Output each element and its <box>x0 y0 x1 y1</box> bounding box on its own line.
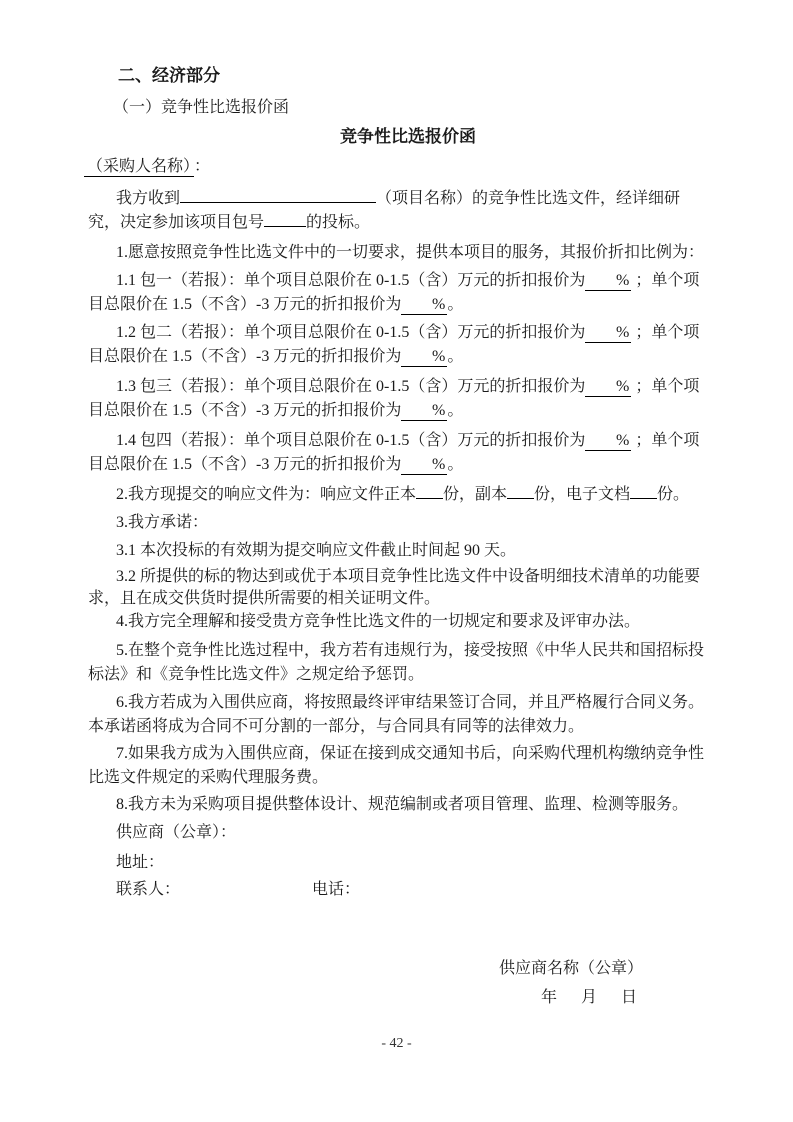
text-segment: 。 <box>447 456 464 473</box>
addressee-underline: （采购人名称） <box>84 158 194 177</box>
supplier-contact-line <box>88 878 728 902</box>
document-body <box>88 66 728 1010</box>
text-segment: ；单个项 <box>631 324 700 341</box>
clause-no-conflict: 8.我方未为采购项目提供整体设计、规范编制或者项目管理、监理、检测等服务。 <box>116 796 689 813</box>
section-heading: 二、经济部分 <box>118 66 220 85</box>
text-segment: 目总限价在 1.5（不含）-3 万元的折扣报价为 <box>88 348 402 365</box>
text-segment: 目总限价在 1.5（不含）-3 万元的折扣报价为 <box>88 296 402 313</box>
supplier-seal-line: 供应商（公章）： <box>116 824 237 841</box>
blank-discount-rate-low: % <box>585 431 631 451</box>
text-segment: 份。 <box>657 486 690 503</box>
signature-date-line <box>88 986 728 1010</box>
clause-goods-quality: 3.2 所提供的标的物达到或优于本项目竞争性比选文件中设备明细技术清单的功能要 求，且在成交供货时提供所需要的相关证明文件。 <box>88 568 701 607</box>
blank-discount-rate-low: % <box>585 271 631 291</box>
clause-acceptance: 4.我方完全理解和接受贵方竞争性比选文件的一切规定和要求及评审办法。 <box>116 613 641 630</box>
blank-discount-rate-low: % <box>585 377 631 397</box>
blank-package-number <box>264 226 306 227</box>
text-segment: 1.1 包一（若报）：单个项目总限价在 0-1.5（含）万元的折扣报价为 <box>116 272 586 289</box>
text-segment: 究，决定参加该项目包号 <box>88 214 265 231</box>
text-segment: ；单个项 <box>631 432 700 449</box>
text-segment: 1.2 包二（若报）：单个项目总限价在 0-1.5（含）万元的折扣报价为 <box>116 324 586 341</box>
text-segment: 目总限价在 1.5（不含）-3 万元的折扣报价为 <box>88 402 402 419</box>
text-segment: 目总限价在 1.5（不含）-3 万元的折扣报价为 <box>88 456 402 473</box>
blank-discount-rate-high: % <box>401 347 447 367</box>
phone-label: 电话： <box>312 881 361 898</box>
day-label: 日 <box>620 989 637 1006</box>
text-segment: 1.4 包四（若报）：单个项目总限价在 0-1.5（含）万元的折扣报价为 <box>116 432 586 449</box>
blank-electronic-count <box>630 498 657 499</box>
page-number: - 42 - <box>381 1036 412 1051</box>
text-segment: 份，电子文档 <box>534 486 631 503</box>
year-label: 年 <box>540 989 557 1006</box>
clause-violation: 5.在整个竞争性比选过程中，我方若有违规行为，接受按照《中华人民共和国招标投 标法》和《竞争性比选文件》之规定给予惩罚。 <box>88 642 705 683</box>
text-segment: 。 <box>447 296 464 313</box>
clause-package-3 <box>88 375 728 423</box>
text-segment: 2.我方现提交的响应文件为：响应文件正本 <box>116 486 417 503</box>
intro-paragraph <box>88 187 728 235</box>
clause-package-2 <box>88 321 728 369</box>
clause-package-1 <box>88 269 728 317</box>
text-segment: 。 <box>447 348 464 365</box>
text-segment: ；单个项 <box>631 378 700 395</box>
clause-documents <box>88 483 728 507</box>
text-segment: 1.3 包三（若报）：单个项目总限价在 0-1.5（含）万元的折扣报价为 <box>116 378 586 395</box>
clause-agency-fee: 7.如果我方成为入围供应商，保证在接到成交通知书后，向采购代理机构缴纳竞争性 比选文件规定的采购代理服务费。 <box>88 745 705 786</box>
signature-name-line: 供应商名称（公章） <box>498 960 643 977</box>
document-title: 竞争性比选报价函 <box>340 127 476 146</box>
blank-discount-rate-low: % <box>585 323 631 343</box>
text-segment: 份，副本 <box>443 486 508 503</box>
blank-project-name <box>180 202 376 203</box>
text-segment: 的投标。 <box>306 214 371 231</box>
addressee-colon: ： <box>194 158 211 175</box>
clause-contract: 6.我方若成为入围供应商，将按照最终评审结果签订合同，并且严格履行合同义务。 本承诺函将成为合同不可分割的一部分，与合同具有同等的法律效力。 <box>88 694 705 735</box>
clause-validity: 3.1 本次投标的有效期为提交响应文件截止时间起 90 天。 <box>116 542 517 559</box>
text-segment: ；单个项 <box>631 272 700 289</box>
clause-offer: 1.愿意按照竞争性比选文件中的一切要求，提供本项目的服务，其报价折扣比例为： <box>116 244 705 261</box>
blank-discount-rate-high: % <box>401 401 447 421</box>
text-segment: （项目名称）的竞争性比选文件，经详细研 <box>376 190 681 207</box>
clause-commitment: 3.我方承诺： <box>116 514 209 531</box>
blank-original-count <box>416 498 443 499</box>
clause-package-4 <box>88 429 728 477</box>
contact-label: 联系人： <box>116 881 181 898</box>
blank-copy-count <box>507 498 534 499</box>
blank-discount-rate-high: % <box>401 295 447 315</box>
blank-discount-rate-high: % <box>401 455 447 475</box>
addressee-line <box>88 155 728 179</box>
text-segment: 我方收到 <box>116 190 181 207</box>
supplier-address-line: 地址： <box>116 854 165 871</box>
month-label: 月 <box>580 989 597 1006</box>
subsection-heading: （一）竞争性比选报价函 <box>113 99 290 116</box>
text-segment: 。 <box>447 402 464 419</box>
